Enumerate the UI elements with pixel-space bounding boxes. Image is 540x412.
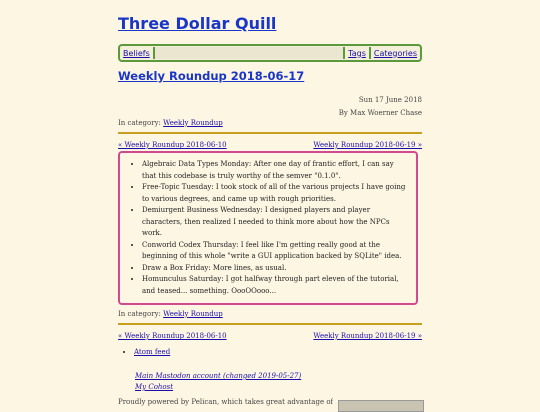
navbar: [118, 44, 422, 62]
powered-by-text: Proudly powered by Pelican, which takes great advantage of: [118, 398, 333, 406]
post-author: By Max Woerner Chase: [338, 109, 422, 117]
category-link[interactable]: Weekly Roundup: [163, 310, 223, 318]
site-title[interactable]: Three Dollar Quill: [118, 14, 277, 33]
mastodon-link[interactable]: Main Mastodon account (changed 2019-05-27): [135, 372, 302, 380]
footer-links: [118, 348, 170, 356]
post-title[interactable]: Weekly Roundup 2018-06-17: [118, 69, 305, 83]
post-content: [118, 151, 418, 305]
nav-tags[interactable]: Tags: [348, 48, 366, 58]
category-line: [118, 119, 223, 127]
prev-next-nav-bottom: [118, 332, 422, 340]
list-item: • Draw a Box Friday: More lines, as usual.: [142, 263, 406, 275]
category-label: In category:: [118, 310, 161, 318]
prev-post-link[interactable]: « Weekly Roundup 2018-06-10: [118, 141, 227, 149]
post-date: Sun 17 June 2018: [358, 96, 422, 104]
cohost-link[interactable]: My Cohost: [135, 383, 174, 391]
category-label: In category:: [118, 119, 161, 127]
divider: [118, 323, 422, 325]
prev-post-link[interactable]: « Weekly Roundup 2018-06-10: [118, 332, 227, 340]
nav-categories[interactable]: Categories: [373, 48, 417, 58]
prev-next-nav: [118, 141, 422, 149]
nav-beliefs[interactable]: Beliefs: [123, 48, 150, 58]
list-item: • Algebraic Data Types Monday: After one day of frantic effort, I can say that this codebase is truly worthy of the semver "0.1.0".: [142, 159, 406, 182]
license-badge-image[interactable]: [338, 400, 424, 412]
list-item: • Conworld Codex Thursday: I feel like I'm getting really good at the beginning of this whole "write a GUI application backed by SQLite" idea.: [142, 240, 406, 263]
roundup-list: [120, 153, 416, 297]
list-item: • Demiurgent Business Wednesday: I designed players and player characters, then realized I needed to think more about how the NPCs work.: [142, 205, 406, 240]
next-post-link[interactable]: Weekly Roundup 2018-06-19 »: [313, 332, 422, 340]
nav-spacer: [153, 47, 345, 59]
next-post-link[interactable]: Weekly Roundup 2018-06-19 »: [313, 141, 422, 149]
social-links: [135, 371, 301, 393]
divider: [118, 132, 422, 134]
atom-feed-link[interactable]: Atom feed: [134, 348, 171, 356]
list-item: • Homunculus Saturday: I got halfway through part eleven of the tutorial, and teased... something. OooOOooo...: [142, 274, 406, 297]
category-link[interactable]: Weekly Roundup: [163, 119, 223, 127]
category-line-bottom: [118, 310, 223, 318]
list-item: • Free-Topic Tuesday: I took stock of all of the various projects I have going to various degrees, and came up with rough priorities.: [142, 182, 406, 205]
